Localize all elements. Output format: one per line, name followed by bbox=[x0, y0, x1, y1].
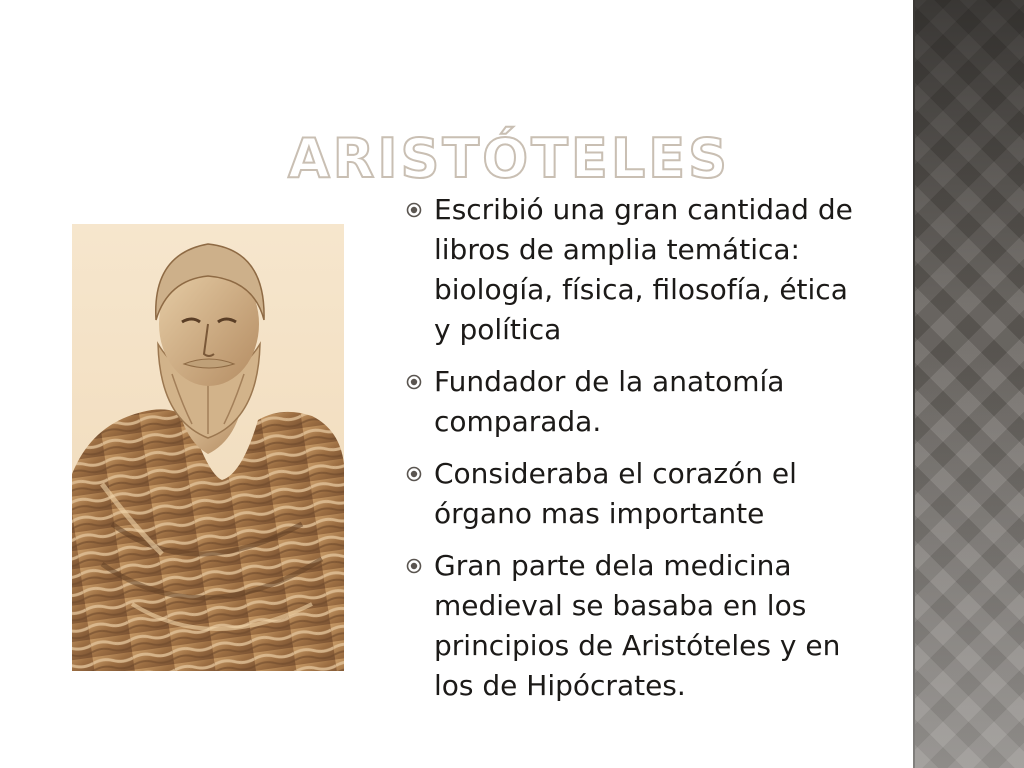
target-bullet-icon bbox=[406, 558, 422, 574]
aristotle-bust-image bbox=[72, 224, 344, 671]
slide-title: ARISTÓTELES bbox=[288, 127, 731, 191]
list-item bbox=[404, 190, 864, 350]
target-bullet-icon bbox=[406, 374, 422, 390]
bullet-text: Escribió una gran cantidad de libros de amplia temática: biología, física, filosofía, ética y política bbox=[434, 193, 853, 346]
bullet-text: Fundador de la anatomía comparada. bbox=[434, 365, 785, 438]
bullet-text: Consideraba el corazón el órgano mas importante bbox=[434, 457, 797, 530]
decorative-side-band bbox=[913, 0, 1024, 768]
bust-illustration bbox=[72, 224, 344, 671]
list-item bbox=[404, 546, 864, 706]
target-bullet-icon bbox=[406, 466, 422, 482]
list-item bbox=[404, 454, 864, 534]
bullet-text: Gran parte dela medicina medieval se basaba en los principios de Aristóteles y en los de Hipócrates. bbox=[434, 549, 841, 702]
target-bullet-icon bbox=[406, 202, 422, 218]
list-item bbox=[404, 362, 864, 442]
bullet-list bbox=[404, 190, 864, 718]
